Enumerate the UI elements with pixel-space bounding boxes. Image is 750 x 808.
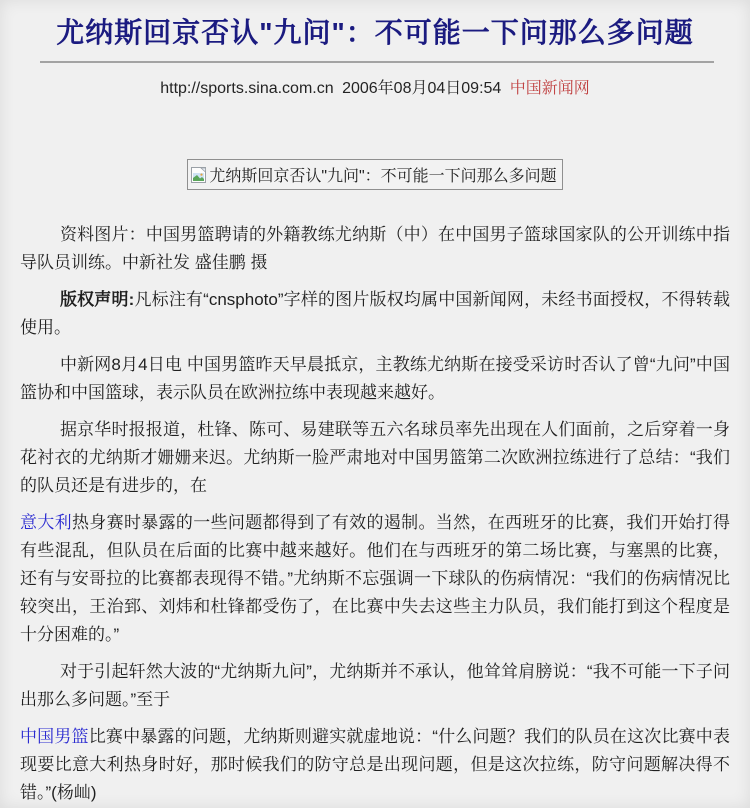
lead-paragraph: 中新网8月4日电 中国男篮昨天早晨抵京，主教练尤纳斯在接受采访时否认了曾“九问”中国篮协和中国篮球，表示队员在欧洲拉练中表现越来越好。 [20,355,730,402]
photo-caption-paragraph: 资料图片：中国男篮聘请的外籍教练尤纳斯（中）在中国男子篮球国家队的公开训练中指导队员训练。中新社发 盛佳鹏 摄 [20,225,730,272]
copyright-paragraph [20,286,730,342]
china-basketball-link[interactable]: 中国男篮 [20,727,89,746]
report-paragraph: 据京华时报报道，杜锋、陈可、易建联等五六名球员率先出现在人们面前，之后穿着一身花衬衣的尤纳斯才姗姗来迟。尤纳斯一脸严肃地对中国男篮第二次欧洲拉练进行了总结：“我们的队员还是有进步的，在 [20,420,730,495]
image-alt-text: 尤纳斯回京否认"九问"：不可能一下问那么多问题 [209,168,557,185]
china-basketball-paragraph [20,723,730,807]
broken-image-placeholder [187,159,562,190]
italy-paragraph-text: 热身赛时暴露的一些问题都得到了有效的遏制。当然，在西班牙的比赛，我们开始打得有些混乱，但队员在后面的比赛中越来越好。他们在与西班牙的第二场比赛，与塞黑的比赛，还有与安哥拉的比赛都表现得不错。”尤纳斯不忘强调一下球队的伤病情况：“我们的伤病情况比较突出，王治郅、刘炜和杜锋都受伤了，在比赛中失去这些主力队员，我们能打到这个程度是十分困难的。” [20,513,731,644]
article-byline [0,75,750,98]
publish-datetime: 2006年08月04日09:54 [342,80,502,97]
italy-paragraph [20,509,730,649]
source-link[interactable]: 中国新闻网 [509,80,590,97]
article-body [0,221,750,807]
china-basketball-paragraph-text: 比赛中暴露的问题，尤纳斯则避实就虚地说：“什么问题？我们的队员在这次比赛中表现要比意大利热身时好，那时候我们的防守总是出现问题，但是这次拉练，防守问题解决得不错。”(杨屾) [20,727,730,802]
italy-link[interactable]: 意大利 [20,513,72,532]
article-title: 尤纳斯回京否认"九问"：不可能一下问那么多问题 [56,17,694,48]
copyright-text: 凡标注有“cnsphoto”字样的图片版权均属中国新闻网，未经书面授权，不得转载使用。 [20,290,730,337]
copyright-label: 版权声明: [59,290,135,309]
title-divider [40,61,714,63]
image-placeholder-row [0,159,750,190]
article-url: http://sports.sina.com.cn [160,80,334,97]
nine-questions-paragraph: 对于引起轩然大波的“尤纳斯九问”，尤纳斯并不承认，他耸耸肩膀说：“我不可能一下子问出那么多问题。”至于 [20,662,730,709]
broken-image-icon [191,167,207,183]
